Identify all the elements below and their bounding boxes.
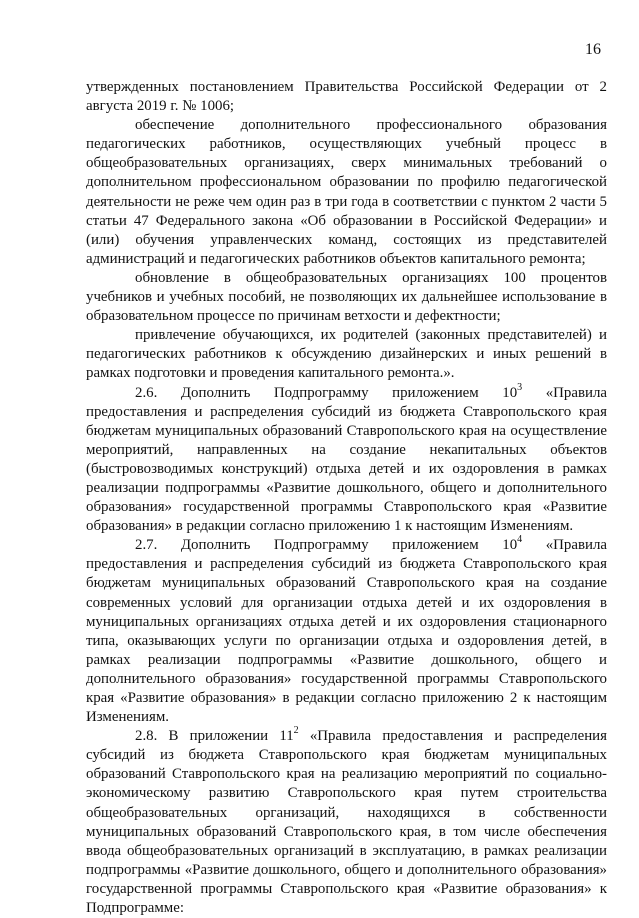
- paragraph-text: «Правила предоставления и распределения субсидий из бюджета Ставропольского края бюджетам муниципальных образований Ставропольского края на реализацию мероприятий по социально-экономическому развитию Ставропольского края путем строительства общеобразовательных организаций, находящихся в собственности муниципальных образований Ставропольского края, в том числе обеспечения ввода общеобразовательных организаций в эксплуатацию, в рамках реализации подпрограммы «Развитие дошкольного, общего и дополнительного образования» государственной программы Ставропольского края «Развитие образования» к Подпрограмме:: [86, 728, 607, 917]
- paragraph-text: утвержденных постановлением Правительства Российской Федерации от 2 августа 2019 г. № 1006;: [86, 79, 607, 115]
- paragraph-2: [86, 116, 607, 269]
- superscript-index: 2: [293, 725, 299, 737]
- document-body: [86, 78, 607, 918]
- paragraph-1: [86, 78, 607, 116]
- superscript-index: 3: [517, 381, 523, 393]
- paragraph-text: обеспечение дополнительного профессионального образования педагогических работников, осуществляющих учебный процесс в общеобразовательных организациях, сверх минимальных требований о дополнительном профессиональном образовании по профилю педагогической деятельности не реже чем один раз в три года в соответствии с пунктом 2 части 5 статьи 47 Федерального закона «Об образовании в Российской Федерации» и (или) обучения управленческих команд, состоящих из представителей администраций и педагогических работников объектов капитального ремонта;: [86, 117, 607, 267]
- paragraph-text: привлечение обучающихся, их родителей (законных представителей) и педагогических работников к обсуждению дизайнерских и иных решений в рамках подготовки и проведения капитального ремонта.».: [86, 327, 607, 382]
- page-number: 16: [585, 41, 601, 58]
- paragraph-text: 2.6. Дополнить Подпрограмму приложением 10: [135, 384, 518, 401]
- paragraph-5: [86, 381, 607, 537]
- paragraph-text: «Правила предоставления и распределения субсидий из бюджета Ставропольского края бюджетам муниципальных образований Ставропольского края на осуществление мероприятий, направленных на создание некапитальных объектов (быстровозводимых конструкций) отдыха детей и их оздоровления в рамках реализации подпрограммы «Развитие дошкольного, общего и дополнительного образования» государственной программы Ставропольского края «Развитие образования» в редакции согласно приложению 1 к настоящим Изменениям.: [86, 384, 607, 535]
- paragraph-text: 2.7. Дополнить Подпрограмму приложением 10: [135, 537, 518, 554]
- paragraph-text: 2.8. В приложении 11: [135, 728, 294, 745]
- paragraph-text: обновление в общеобразовательных организациях 100 процентов учебников и учебных пособий, не позволяющих их дальнейшее использование в образовательном процессе по причинам ветхости и дефектности;: [86, 269, 607, 325]
- paragraph-6: [86, 536, 607, 727]
- superscript-index: 4: [517, 534, 523, 546]
- paragraph-7: [86, 727, 607, 918]
- paragraph-text: «Правила предоставления и распределения субсидий из бюджета Ставропольского края бюджетам муниципальных образований Ставропольского края на создание современных условий для организации отдыха детей и их оздоровления в муниципальных организациях отдыха детей и их оздоровления стационарного типа, оказывающих услуги по организации отдыха и оздоровления детей, в рамках реализации подпрограммы «Развитие дошкольного, общего и дополнительного образования» государственной программы Ставропольского края «Развитие образования» в редакции согласно приложению 2 к настоящим Изменениям.: [86, 537, 607, 726]
- paragraph-3: [86, 269, 607, 326]
- paragraph-4: [86, 326, 607, 383]
